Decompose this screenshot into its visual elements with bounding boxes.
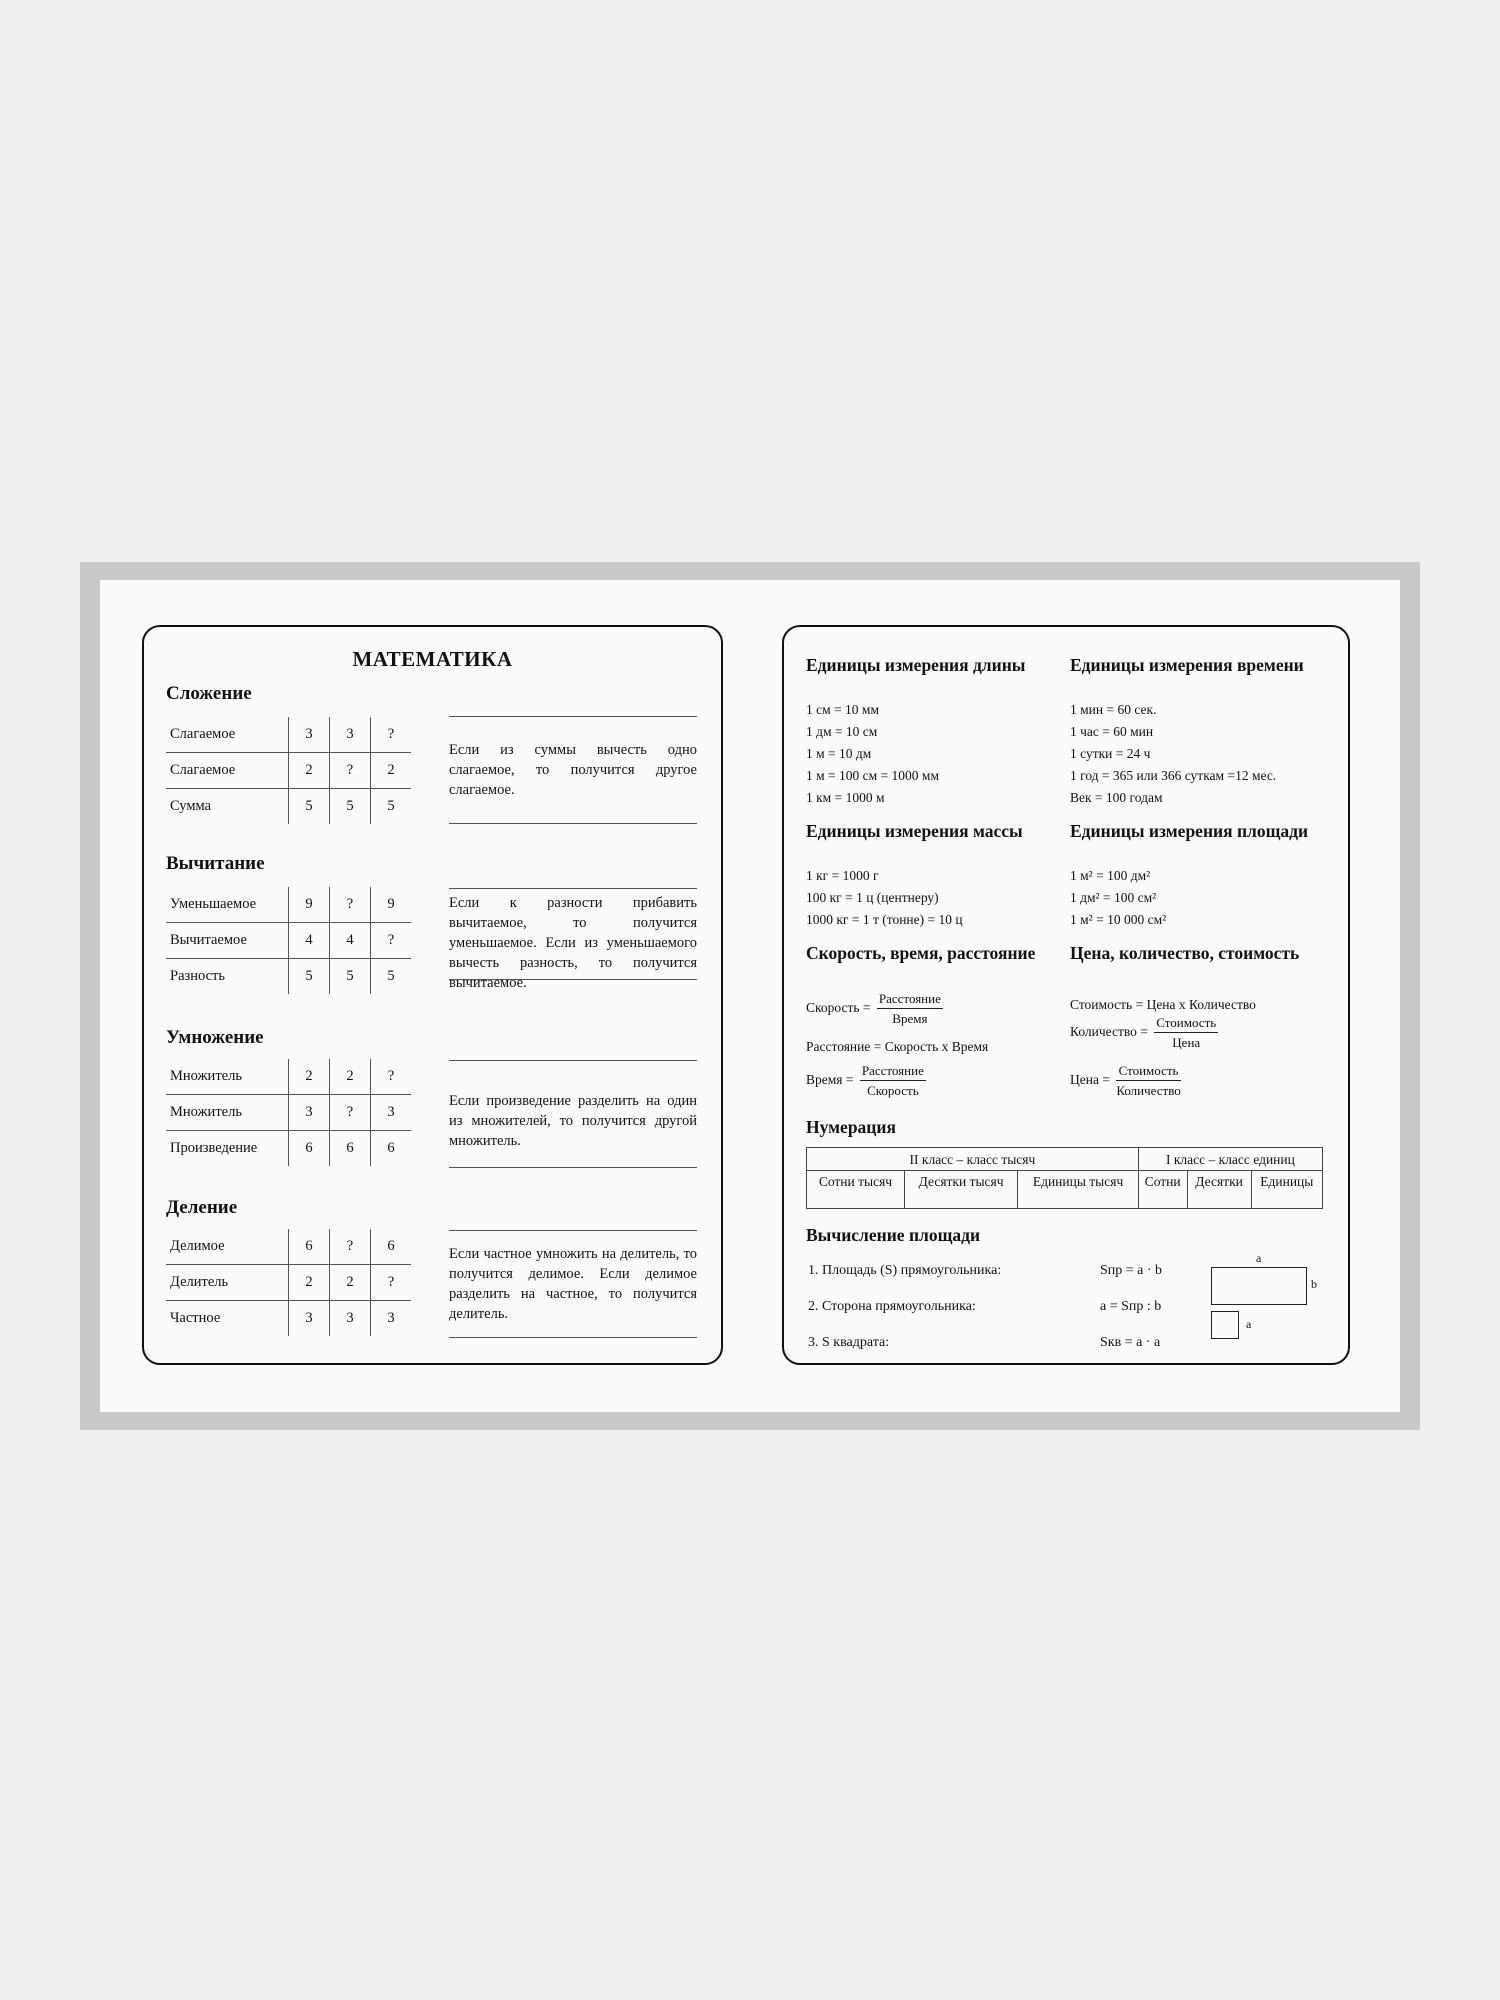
divider [449,716,697,717]
area-item-label: 3. S квадрата: [808,1335,890,1350]
table-row: Множитель 3 ? 3 [166,1095,411,1131]
section-title-addition: Сложение [166,683,252,704]
table-row: II класс – класс тысяч I класс – класс единиц [807,1148,1323,1171]
divider [449,1060,697,1061]
length-line: 1 см = 10 мм [806,702,879,717]
square-diagram [1211,1311,1239,1339]
cost-formula: Стоимость = Цена х Количество [1070,997,1256,1012]
time-units-title: Единицы измерения времени [1070,655,1304,675]
divider [449,1167,697,1168]
table-row: Сумма 5 5 5 [166,789,411,825]
table-row: Частное 3 3 3 [166,1301,411,1337]
table-row: Сотни тысяч Десятки тысяч Единицы тысяч Сотни Десятки Единицы [807,1171,1323,1209]
speed-formula: Скорость = $\frac{\text{Расстояние}}{\text{Время}}$ [806,991,941,1026]
table-row: Слагаемое 2 ? 2 [166,753,411,789]
background-sheet [80,562,1420,1430]
subtraction-rule: Если к разности прибавить вычитаемое, то получится уменьшаемое. Если из уменьшаемого вычесть разность, то получится вычитаемое. [449,895,697,991]
mass-line: 100 кг = 1 ц (центнеру) [806,890,939,905]
rectangle-diagram [1211,1267,1307,1305]
area-item-formula: Sкв = a · a [1100,1335,1161,1350]
rect-side-a-label: a [1256,1251,1262,1265]
cover-spread [100,580,1400,1412]
area-item-label: 2. Сторона прямоугольника: [808,1299,976,1314]
numeration-table [806,1147,1323,1209]
divider [449,1337,697,1338]
area-units-title: Единицы измерения площади [1070,821,1309,841]
area-item-label: 1. Площадь (S) прямоугольника: [808,1263,1002,1278]
area-item-formula: Sпр = a · b [1100,1263,1163,1278]
area-line: 1 м² = 10 000 см² [1070,912,1167,927]
area-calc-title: Вычисление площади [806,1225,981,1245]
mass-units-title: Единицы измерения массы [806,821,1023,841]
divider [449,888,697,889]
area-line: 1 дм² = 100 см² [1070,890,1157,905]
division-table [166,1229,411,1336]
addition-rule: Если из суммы вычесть одно слагаемое, то получится другое слагаемое. [449,742,697,798]
section-title-multiplication: Умножение [166,1027,264,1048]
reference-panel [782,625,1350,1365]
multiplication-table [166,1059,411,1166]
area-line: 1 м² = 100 дм² [1070,868,1151,883]
speed-title: Скорость, время, расстояние [806,943,1036,963]
square-side-label: a [1246,1317,1252,1331]
divider [449,1230,697,1231]
table-row: Слагаемое 3 3 ? [166,717,411,753]
price-formula: Цена = $\frac{\text{Стоимость}}{\text{Количество}}$ [1070,1063,1181,1098]
area-item-formula: a = Sпр : b [1100,1299,1162,1314]
section-title-division: Деление [166,1197,238,1218]
table-row: Вычитаемое 4 4 ? [166,923,411,959]
time-line: 1 год = 365 или 366 суткам =12 мес. [1070,768,1277,783]
time-line: 1 сутки = 24 ч [1070,746,1151,761]
math-panel [142,625,723,1365]
mass-line: 1000 кг = 1 т (тонне) = 10 ц [806,912,963,927]
division-rule: Если частное умножить на делитель, то получится делимое. Если делимое разделить на частное, то получится делитель. [449,1246,697,1322]
price-title: Цена, количество, стоимость [1070,943,1300,963]
numeration-title: Нумерация [806,1117,896,1137]
divider [449,979,697,980]
length-line: 1 дм = 10 см [806,724,878,739]
section-title-subtraction: Вычитание [166,853,265,874]
table-row: Произведение 6 6 6 [166,1131,411,1167]
table-row: Уменьшаемое 9 ? 9 [166,887,411,923]
subtraction-table [166,887,411,994]
time-line: 1 час = 60 мин [1070,724,1154,739]
time-formula: Время = $\frac{\text{Расстояние}}{\text{Скорость}}$ [806,1063,924,1098]
divider [449,823,697,824]
length-line: 1 км = 1000 м [806,790,885,805]
table-row: Множитель 2 2 ? [166,1059,411,1095]
rect-side-b-label: b [1311,1277,1317,1291]
addition-table [166,717,411,824]
length-line: 1 м = 100 см = 1000 мм [806,768,940,783]
page-title: МАТЕМАТИКА [352,647,513,671]
table-row: Делимое 6 ? 6 [166,1229,411,1265]
multiplication-rule: Если произведение разделить на один из множителей, то получится другой множитель. [449,1093,697,1149]
distance-formula: Расстояние = Скорость х Время [806,1039,989,1054]
time-line: Век = 100 годам [1070,790,1163,805]
table-row: Делитель 2 2 ? [166,1265,411,1301]
mass-line: 1 кг = 1000 г [806,868,879,883]
time-line: 1 мин = 60 сек. [1070,702,1157,717]
length-units-title: Единицы измерения длины [806,655,1026,675]
table-row: Разность 5 5 5 [166,959,411,995]
length-line: 1 м = 10 дм [806,746,872,761]
quantity-formula: Количество = $\frac{\text{Стоимость}}{\text{Цена}}$ [1070,1015,1217,1050]
